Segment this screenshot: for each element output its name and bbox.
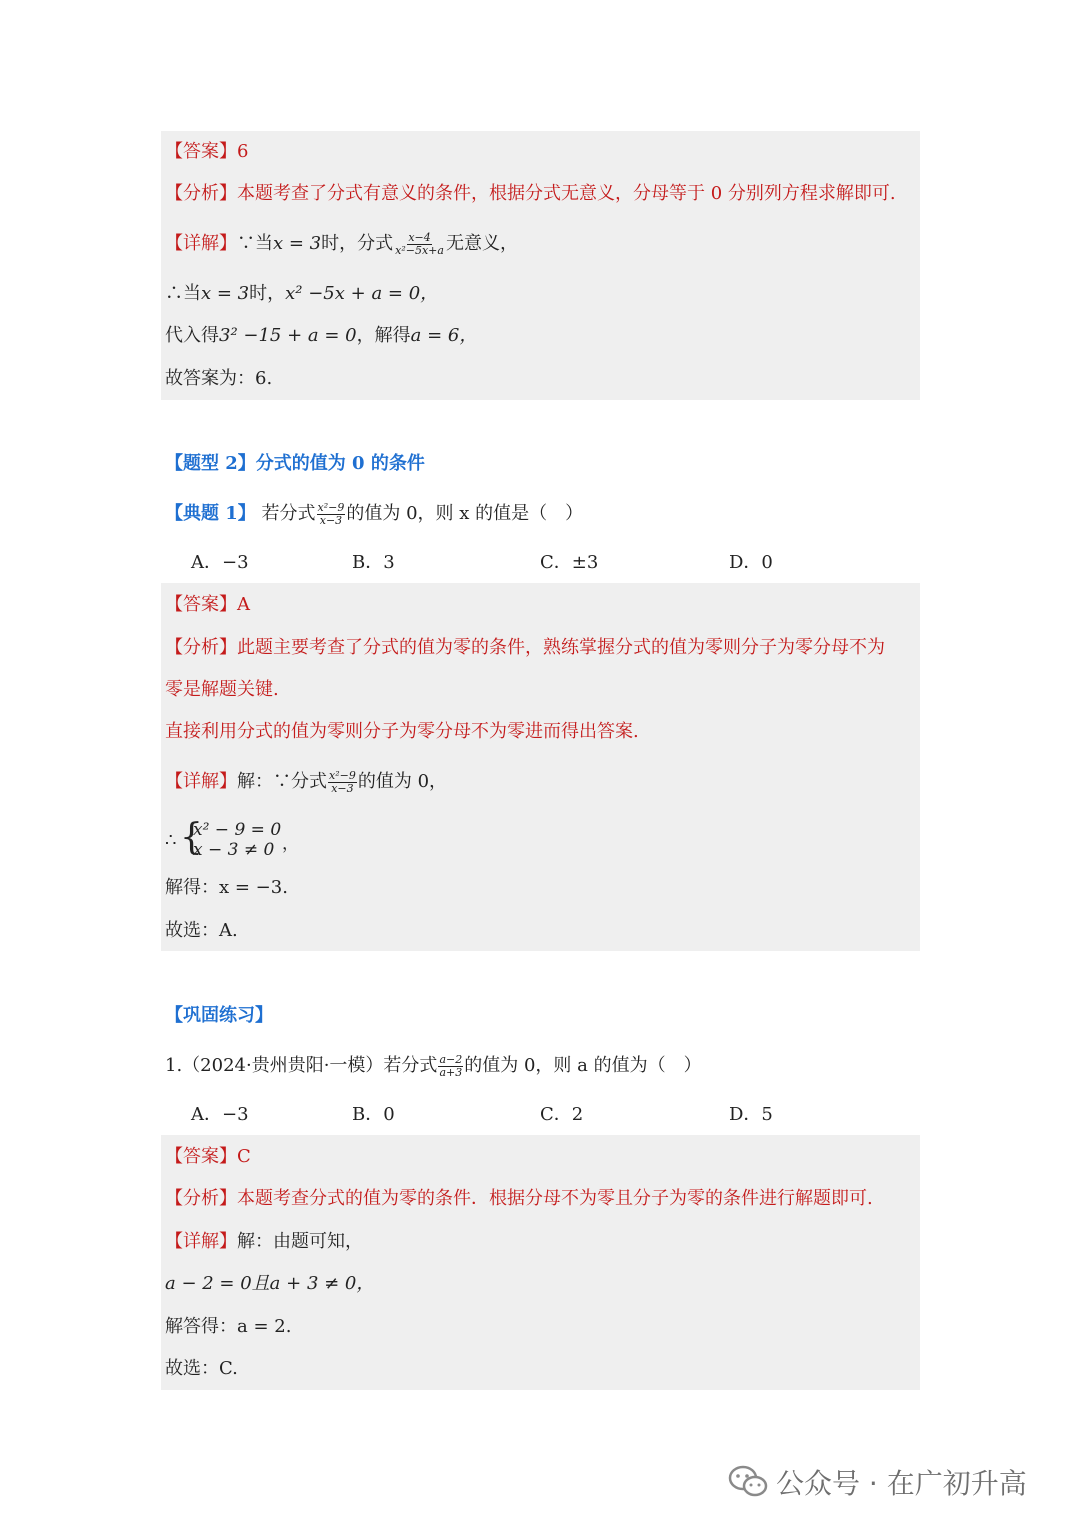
final-answer-line: 故选：A. xyxy=(165,920,238,941)
detail-tag: 【详解】 xyxy=(165,233,237,254)
example-question xyxy=(165,501,583,527)
question-post: 的值为 0，则 a 的值为（ ） xyxy=(464,1055,702,1076)
option-a: A．−3 xyxy=(191,552,249,573)
system-eq-1: x² − 9 = 0 xyxy=(193,820,282,840)
detail-eq: x = 3 xyxy=(273,233,322,254)
step-pre: ∴当 xyxy=(165,283,201,304)
fraction-numerator: x²−9 xyxy=(329,768,356,782)
wechat-icon xyxy=(728,1464,768,1500)
therefore-symbol: ∴ xyxy=(165,830,177,851)
answer-block-3 xyxy=(161,1135,920,1390)
detail-line xyxy=(165,769,447,795)
option-b: B．3 xyxy=(352,552,395,573)
system-comma: ， xyxy=(282,834,299,854)
option-a: A．−3 xyxy=(191,1104,249,1125)
detail-tag: 【详解】 xyxy=(165,771,237,792)
detail-pre: ∵当 xyxy=(237,233,273,254)
analysis-line: 【分析】本题考查了分式有意义的条件，根据分式无意义，分母等于 0 分别列方程求解即可. xyxy=(165,183,896,204)
fraction-denominator: a+3 xyxy=(439,1065,463,1079)
question-post: 的值为 0，则 x 的值是（ ） xyxy=(346,503,584,524)
final-answer-line: 故答案为：6. xyxy=(165,368,273,389)
step-eq: x = 3 xyxy=(201,283,250,304)
answer-block-1 xyxy=(161,131,920,400)
detail-post: 无意义， xyxy=(445,233,518,254)
fraction xyxy=(317,502,346,527)
detail-text: 解：由题可知， xyxy=(237,1231,363,1252)
step-line: a − 2 = 0且a + 3 ≠ 0， xyxy=(165,1273,375,1294)
fraction-numerator: x²−9 xyxy=(317,500,345,514)
fraction-denominator: x−3 xyxy=(319,513,343,527)
fraction xyxy=(394,232,445,257)
system-brace: { xyxy=(180,817,203,858)
step-eq: 3² −15 + a = 0 xyxy=(219,325,357,346)
fraction-numerator: a−2 xyxy=(439,1052,463,1066)
question-pre: 若分式 xyxy=(261,503,316,524)
option-c: C．2 xyxy=(540,1104,584,1125)
detail-mid: 时，分式 xyxy=(321,233,394,254)
option-c: C．±3 xyxy=(540,552,599,573)
detail-pre: 解：∵分式 xyxy=(237,771,327,792)
answer-line: 【答案】C xyxy=(165,1146,251,1167)
example-tag: 【典题 1】 xyxy=(165,503,256,524)
detail-post: 的值为 0， xyxy=(357,771,448,792)
question-pre: 1.（2024·贵州贵阳·一模）若分式 xyxy=(165,1055,438,1076)
option-d: D．0 xyxy=(729,552,773,573)
practice-question xyxy=(165,1053,702,1079)
step-mid: ，解得 xyxy=(356,325,411,346)
fraction-denominator: x−3 xyxy=(331,781,354,795)
fraction xyxy=(328,770,357,795)
step-line xyxy=(165,281,438,307)
step-eq: x² −5x + a = 0， xyxy=(285,283,439,304)
watermark-text: 公众号 · 在广初升高 xyxy=(776,1467,1027,1500)
step-line xyxy=(165,323,477,349)
step-line: 解答得：a = 2. xyxy=(165,1316,292,1337)
step-result: a = 6， xyxy=(410,325,478,346)
option-b: B．0 xyxy=(352,1104,395,1125)
detail-line xyxy=(165,231,518,257)
fraction-denominator: x²−5x+a xyxy=(395,243,444,257)
fraction xyxy=(438,1054,463,1079)
step-mid: 时， xyxy=(249,283,286,304)
practice-heading: 【巩固练习】 xyxy=(165,1005,273,1026)
detail-tag: 【详解】 xyxy=(165,1231,237,1252)
detail-line xyxy=(165,1229,363,1255)
analysis-line: 【分析】此题主要考查了分式的值为零的条件，熟练掌握分式的值为零则分子为零分母不为 xyxy=(165,637,885,658)
option-d: D．5 xyxy=(729,1104,773,1125)
fraction-numerator: x−4 xyxy=(408,230,431,244)
analysis-line: 零是解题关键. xyxy=(165,679,279,700)
analysis-line: 【分析】本题考查分式的值为零的条件．根据分母不为零且分子为零的条件进行解题即可. xyxy=(165,1188,873,1209)
final-answer-line: 故选：C. xyxy=(165,1358,238,1379)
watermark xyxy=(728,1462,1027,1502)
step-pre: 代入得 xyxy=(165,325,219,346)
answer-line: 【答案】A xyxy=(165,594,250,615)
section-heading: 【题型 2】分式的值为 0 的条件 xyxy=(165,453,425,474)
solve-line: 解得：x = −3. xyxy=(165,877,288,898)
answer-line: 【答案】6 xyxy=(165,141,249,162)
analysis-line: 直接利用分式的值为零则分子为零分母不为零进而得出答案. xyxy=(165,721,639,742)
system-eq-2: x − 3 ≠ 0 xyxy=(193,840,275,860)
